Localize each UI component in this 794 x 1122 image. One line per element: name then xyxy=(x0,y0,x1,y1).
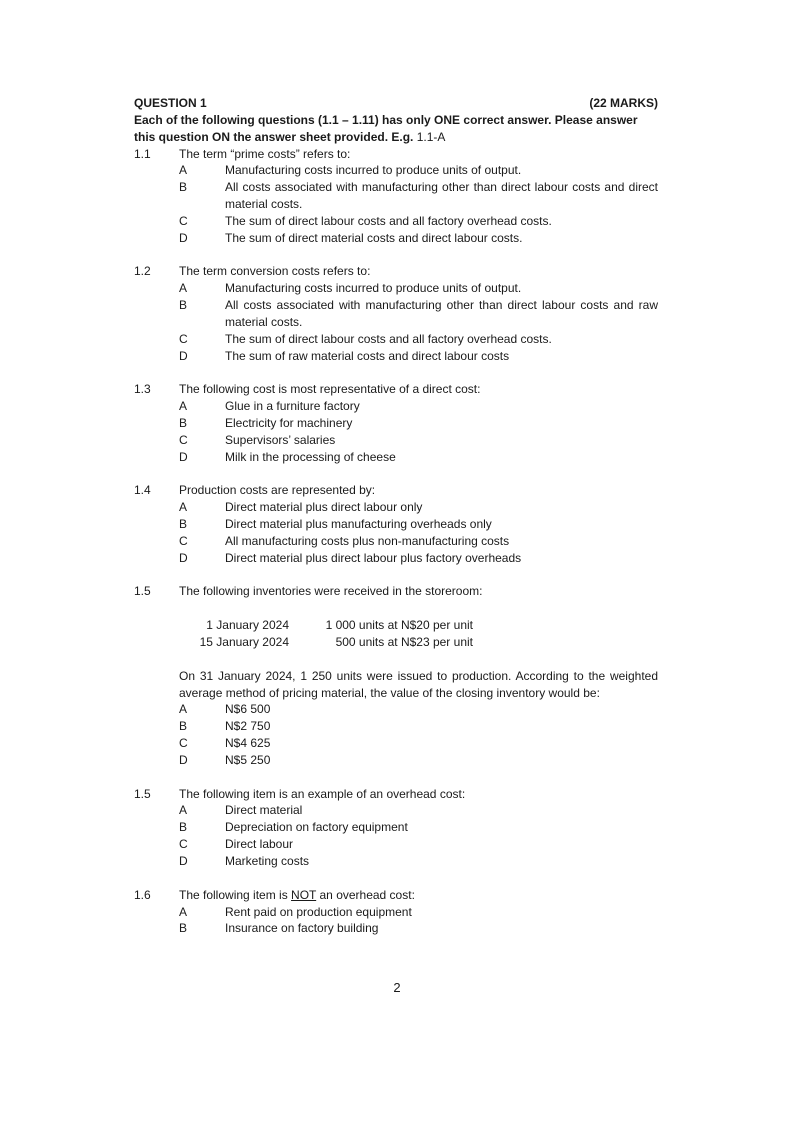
instructions xyxy=(134,112,658,146)
answer-option xyxy=(179,802,658,819)
option-text: Supervisors’ salaries xyxy=(225,432,336,447)
answer-option xyxy=(179,718,658,735)
option-text: Direct material plus direct labour plus factory overheads xyxy=(225,550,522,565)
question-paragraph: On 31 January 2024, 1 250 units were issued to production. According to the weighted average method of pricing material, the value of the closing inventory would be: xyxy=(179,668,658,700)
option-text: Insurance on factory building xyxy=(225,921,379,936)
option-text: N$2 750 xyxy=(225,719,271,734)
option-text: The sum of raw material costs and direct labour costs xyxy=(225,348,510,363)
option-text: N$5 250 xyxy=(225,752,271,767)
answer-option xyxy=(179,516,658,533)
option-letter: A xyxy=(179,803,188,818)
answer-option xyxy=(179,179,658,213)
option-text: All manufacturing costs plus non-manufacturing costs xyxy=(225,533,510,548)
option-text: The sum of direct labour costs and all factory overhead costs. xyxy=(225,331,552,346)
inventory-row xyxy=(179,617,658,634)
option-text: The sum of direct material costs and direct labour costs. xyxy=(225,230,523,245)
question-list xyxy=(134,146,658,938)
option-letter: B xyxy=(179,820,188,835)
option-text: Glue in a furniture factory xyxy=(225,399,360,414)
question-text: The term conversion costs refers to: xyxy=(179,264,371,279)
exam-page xyxy=(134,95,658,937)
answer-option xyxy=(179,920,658,937)
option-text: Marketing costs xyxy=(225,853,310,868)
question-item xyxy=(134,887,658,938)
option-letter: C xyxy=(179,837,188,852)
answer-option xyxy=(179,331,658,348)
question-number: 1.3 xyxy=(134,382,151,397)
option-letter: A xyxy=(179,500,188,515)
option-letter: B xyxy=(179,298,188,313)
option-letter: B xyxy=(179,921,188,936)
question-item xyxy=(134,146,658,247)
option-letter: C xyxy=(179,331,188,346)
answer-option xyxy=(179,550,658,567)
option-letter: C xyxy=(179,213,188,228)
question-number: 1.5 xyxy=(134,584,151,599)
option-letter: D xyxy=(179,853,188,868)
question-item xyxy=(134,263,658,364)
option-letter: D xyxy=(179,550,188,565)
answer-option xyxy=(179,230,658,247)
option-text: N$4 625 xyxy=(225,736,271,751)
option-letter: A xyxy=(179,904,188,919)
answer-option xyxy=(179,280,658,297)
option-text: The sum of direct labour costs and all factory overhead costs. xyxy=(225,213,552,228)
option-letter: B xyxy=(179,719,188,734)
answer-option xyxy=(179,449,658,466)
answer-option xyxy=(179,533,658,550)
question-item xyxy=(134,583,658,768)
question-item xyxy=(134,381,658,465)
answer-option xyxy=(179,348,658,365)
answer-option xyxy=(179,701,658,718)
question-marks: (22 MARKS) xyxy=(589,96,658,110)
option-letter: A xyxy=(179,399,188,414)
answer-option xyxy=(179,735,658,752)
answer-option xyxy=(179,297,658,331)
question-text: The following inventories were received in the storeroom: xyxy=(179,584,483,599)
question-number: 1.2 xyxy=(134,264,151,279)
option-text: All costs associated with manufacturing other than direct labour costs and direct material costs. xyxy=(225,180,658,212)
option-text: N$6 500 xyxy=(225,702,271,717)
inventory-table xyxy=(179,617,658,651)
answer-option xyxy=(179,398,658,415)
option-text: Milk in the processing of cheese xyxy=(225,449,396,464)
inventory-quantity: 500 units at N$23 per unit xyxy=(335,635,473,649)
question-title: QUESTION 1 xyxy=(134,96,207,110)
option-letter: A xyxy=(179,702,188,717)
question-text: Production costs are represented by: xyxy=(179,483,376,498)
option-text: Manufacturing costs incurred to produce units of output. xyxy=(225,281,522,296)
option-letter: D xyxy=(179,752,188,767)
answer-option xyxy=(179,162,658,179)
inventory-quantity: 1 000 units at N$20 per unit xyxy=(325,618,473,633)
answer-option xyxy=(179,836,658,853)
question-number: 1.5 xyxy=(134,786,151,801)
question-number: 1.6 xyxy=(134,887,151,902)
answer-option xyxy=(179,904,658,921)
instructions-example: 1.1-A xyxy=(413,129,446,144)
question-text: The following cost is most representative of a direct cost: xyxy=(179,382,481,397)
page-number: 2 xyxy=(393,980,401,995)
option-text: Direct material plus manufacturing overheads only xyxy=(225,517,492,532)
question-text: The term “prime costs” refers to: xyxy=(179,146,351,161)
option-letter: C xyxy=(179,432,188,447)
question-item xyxy=(134,482,658,566)
option-text: Direct material xyxy=(225,803,303,818)
question-header xyxy=(134,95,658,112)
option-letter: A xyxy=(179,163,188,178)
question-number: 1.4 xyxy=(134,483,151,498)
answer-option xyxy=(179,853,658,870)
option-text: Rent paid on production equipment xyxy=(225,904,412,919)
option-text: Direct labour xyxy=(225,837,294,852)
answer-option xyxy=(179,819,658,836)
option-letter: B xyxy=(179,180,188,195)
option-letter: B xyxy=(179,416,188,431)
question-text: The following item is an example of an overhead cost: xyxy=(179,786,466,801)
option-text: Electricity for machinery xyxy=(225,416,353,431)
answer-option xyxy=(179,432,658,449)
answer-option xyxy=(179,499,658,516)
question-text: The following item is NOT an overhead cost: xyxy=(179,887,415,902)
inventory-row xyxy=(179,634,658,651)
inventory-date: 1 January 2024 xyxy=(206,618,289,633)
option-text: Manufacturing costs incurred to produce units of output. xyxy=(225,163,522,178)
option-text: Depreciation on factory equipment xyxy=(225,820,408,835)
option-letter: D xyxy=(179,348,188,363)
option-letter: C xyxy=(179,533,188,548)
question-item xyxy=(134,786,658,870)
option-text: All costs associated with manufacturing other than direct labour costs and raw material costs. xyxy=(225,298,658,329)
question-number: 1.1 xyxy=(134,146,151,161)
option-letter: D xyxy=(179,230,188,245)
answer-option xyxy=(179,213,658,230)
option-letter: D xyxy=(179,449,188,464)
inventory-date: 15 January 2024 xyxy=(199,635,289,649)
option-letter: A xyxy=(179,281,188,296)
option-text: Direct material plus direct labour only xyxy=(225,500,423,515)
option-letter: B xyxy=(179,517,188,532)
instructions-text: Each of the following questions (1.1 – 1.11) has only ONE correct answer. Please answer this question ON the answer sheet provided. E.g. xyxy=(134,112,638,144)
option-letter: C xyxy=(179,736,188,751)
answer-option xyxy=(179,415,658,432)
answer-option xyxy=(179,752,658,769)
